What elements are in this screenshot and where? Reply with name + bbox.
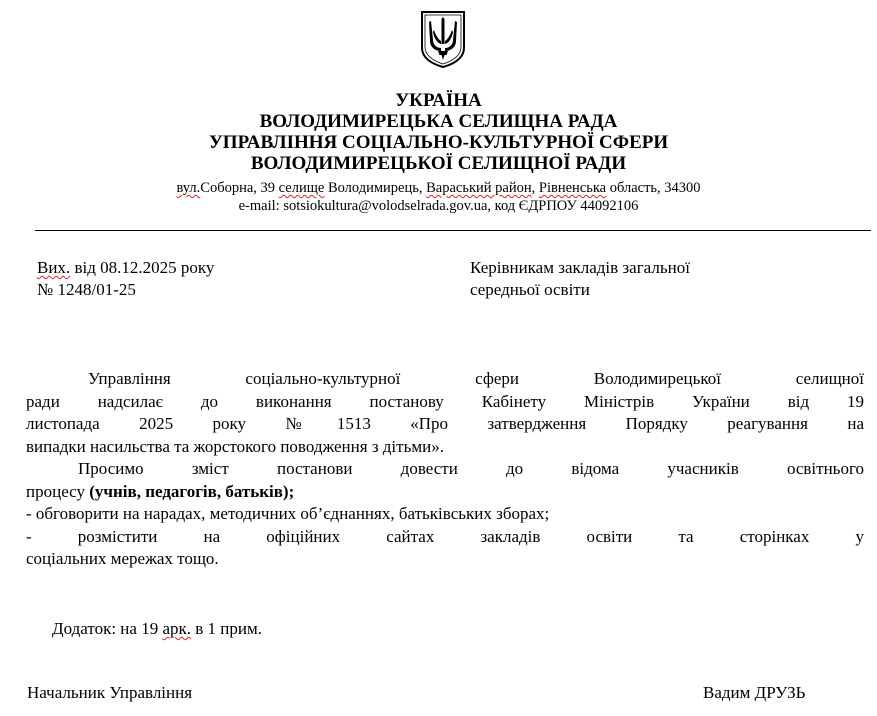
- bullet-publish: - розмістити на офіційних сайтах закладів освіти та сторінках у: [26, 526, 864, 546]
- trident-coat-of-arms-icon: [420, 10, 466, 68]
- region-name: Рівненська: [538, 180, 607, 196]
- bullet-discuss: - обговорити на нарадах, методичних об’єднаннях, батьківських зборах;: [26, 504, 550, 523]
- attachment-prefix: Додаток: на 19: [52, 619, 163, 638]
- attachment-line: [52, 618, 262, 640]
- signature-name: Вадим ДРУЗЬ: [703, 683, 806, 702]
- street-rest: Соборна, 39: [200, 180, 279, 196]
- town-name: Володимирець,: [324, 180, 427, 196]
- paragraph-line: ради надсилає до виконання постанову Кабінету Міністрів України від 19: [26, 391, 864, 411]
- paragraph-line: Просимо зміст постанови довести до відома учасників освітнього: [78, 459, 864, 478]
- paragraph-line: листопада 2025 року №1513 «Про затвердження Порядку реагування на: [26, 414, 864, 433]
- header-council: ВОЛОДИМИРЕЦЬКА СЕЛИЩНА РАДА: [259, 111, 618, 132]
- header-department: УПРАВЛІННЯ СОЦІАЛЬНО-КУЛЬТУРНОЇ СФЕРИ: [208, 132, 669, 153]
- outgoing-number: № 1248/01-25: [37, 280, 136, 299]
- attachment-suffix: в 1 прим.: [191, 619, 262, 638]
- street-abbr: вул.: [176, 180, 201, 196]
- address-line: [0, 179, 877, 197]
- bullet-publish-cont: соціальних мережах тощо.: [26, 549, 219, 568]
- attachment-sheets: арк.: [162, 619, 192, 638]
- recipient-line-2: середньої освіти: [470, 280, 590, 299]
- settlement-word: селище: [278, 180, 325, 196]
- header-divider: [35, 230, 871, 231]
- region-rest: область, 34300: [606, 180, 701, 196]
- outgoing-date: [37, 257, 214, 279]
- paragraph-request: [26, 458, 864, 571]
- signature-position: Начальник Управління: [27, 683, 193, 702]
- outgoing-label: Вих.: [37, 258, 71, 277]
- paragraph-line: [26, 481, 864, 504]
- paragraph-main: [26, 368, 864, 458]
- district-name: Вараський район: [426, 180, 532, 196]
- contacts-line: e-mail: sotsiokultura@volodselrada.gov.ua, код ЄДРПОУ 44092106: [238, 198, 639, 214]
- address-separator: ,: [531, 180, 539, 196]
- participants-list: (учнів, педагогів, батьків);: [89, 481, 295, 501]
- paragraph-line: випадки насильства та жорстокого поводження з дітьми».: [26, 436, 444, 456]
- header-council-genitive: ВОЛОДИМИРЕЦЬКОЇ СЕЛИЩНОЇ РАДИ: [250, 153, 627, 174]
- paragraph-line: Управління соціально-культурної сфери Володимирецької селищної: [88, 369, 864, 388]
- header-country: УКРАЇНА: [395, 90, 482, 111]
- process-word: процесу: [26, 481, 90, 501]
- outgoing-date-text: від 08.12.2025 року: [70, 258, 215, 277]
- recipient-line-1: Керівникам закладів загальної: [470, 258, 690, 277]
